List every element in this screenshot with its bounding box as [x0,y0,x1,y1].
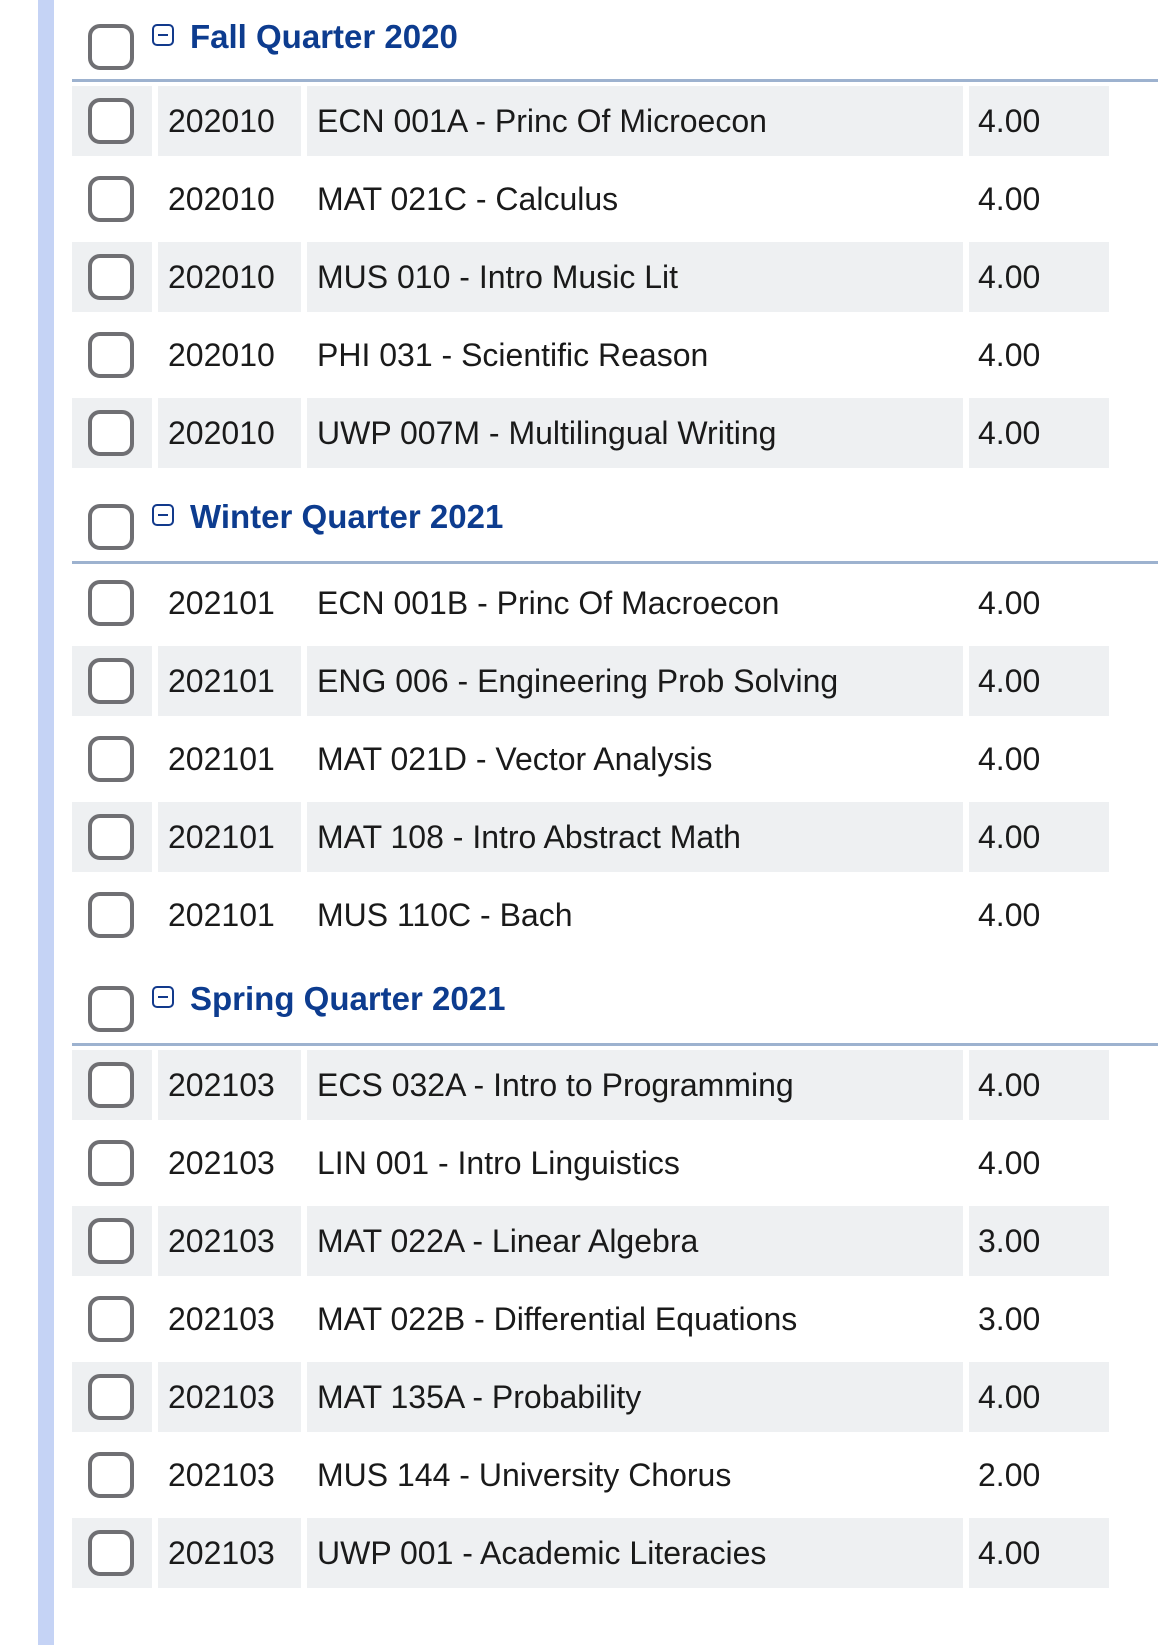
course-row [72,564,1158,642]
course-name: ENG 006 - Engineering Prob Solving [307,646,963,716]
term-select-checkbox[interactable] [88,986,134,1032]
course-select-checkbox[interactable] [88,1452,134,1498]
term-code: 202010 [168,180,275,217]
course-row [72,1124,1158,1202]
course-select-checkbox[interactable] [88,1530,134,1576]
course-units: 4.00 [969,646,1109,716]
course-name: MAT 021C - Calculus [317,180,619,217]
course-name: MAT 022A - Linear Algebra [307,1206,963,1276]
course-units: 4.00 [978,740,1041,777]
course-units: 4.00 [978,336,1041,373]
course-units: 4.00 [969,398,1109,468]
term-code: 202101 [168,584,275,621]
course-row [72,1202,1158,1280]
course-name: UWP 001 - Academic Literacies [307,1518,963,1588]
course-select-checkbox[interactable] [88,1140,134,1186]
course-row [72,82,1158,160]
term-code: 202103 [158,1362,301,1432]
term-header-fall-2020 [72,0,1158,82]
term-code: 202103 [168,1300,275,1337]
course-row [72,1436,1158,1514]
course-row [72,238,1158,316]
course-units: 4.00 [969,802,1109,872]
term-code: 202010 [158,86,301,156]
course-units: 4.00 [978,1144,1041,1181]
term-title: Fall Quarter 2020 [190,18,458,55]
term-title: Spring Quarter 2021 [190,980,506,1017]
course-units: 4.00 [969,1362,1109,1432]
term-code: 202103 [158,1206,301,1276]
course-select-checkbox[interactable] [88,580,134,626]
course-name: MAT 021D - Vector Analysis [317,740,713,777]
course-row [72,1280,1158,1358]
course-select-checkbox[interactable] [88,1374,134,1420]
course-select-checkbox[interactable] [88,736,134,782]
course-name: MAT 022B - Differential Equations [317,1300,798,1337]
course-name: MUS 144 - University Chorus [317,1456,732,1493]
left-rail [38,0,54,1645]
course-select-checkbox[interactable] [88,814,134,860]
course-select-checkbox[interactable] [88,176,134,222]
course-select-checkbox[interactable] [88,1062,134,1108]
term-code: 202101 [158,646,301,716]
course-select-checkbox[interactable] [88,658,134,704]
course-select-checkbox[interactable] [88,1218,134,1264]
collapse-icon[interactable] [152,986,174,1008]
term-code: 202101 [168,740,275,777]
term-header-spring-2021 [72,962,1158,1046]
term-title: Winter Quarter 2021 [190,498,504,535]
term-code: 202103 [168,1144,275,1181]
course-name: ECN 001B - Princ Of Macroecon [317,584,780,621]
term-code: 202010 [158,398,301,468]
course-name: MAT 108 - Intro Abstract Math [307,802,963,872]
course-name: PHI 031 - Scientific Reason [317,336,709,373]
course-name: UWP 007M - Multilingual Writing [307,398,963,468]
course-row [72,394,1158,472]
course-row [72,798,1158,876]
course-units: 4.00 [969,86,1109,156]
course-units: 4.00 [978,584,1041,621]
course-name: MUS 110C - Bach [317,896,573,933]
term-code: 202010 [158,242,301,312]
course-name: MUS 010 - Intro Music Lit [307,242,963,312]
term-code: 202103 [158,1518,301,1588]
course-name: ECN 001A - Princ Of Microecon [307,86,963,156]
course-units: 4.00 [969,242,1109,312]
term-code: 202010 [168,336,275,373]
course-units: 4.00 [969,1050,1109,1120]
term-header-winter-2021 [72,480,1158,564]
course-units: 3.00 [978,1300,1041,1337]
course-select-checkbox[interactable] [88,332,134,378]
course-name: ECS 032A - Intro to Programming [307,1050,963,1120]
course-units: 3.00 [969,1206,1109,1276]
course-units: 4.00 [978,180,1041,217]
course-select-checkbox[interactable] [88,98,134,144]
course-units: 4.00 [978,896,1041,933]
course-select-checkbox[interactable] [88,892,134,938]
course-row [72,720,1158,798]
course-units: 2.00 [978,1456,1041,1493]
course-row [72,1046,1158,1124]
course-select-checkbox[interactable] [88,254,134,300]
course-units: 4.00 [969,1518,1109,1588]
term-code: 202101 [158,802,301,872]
course-row [72,1514,1158,1592]
term-select-checkbox[interactable] [88,504,134,550]
course-name: MAT 135A - Probability [307,1362,963,1432]
term-code: 202103 [168,1456,275,1493]
course-row [72,876,1158,954]
course-list [72,0,1158,1592]
course-row [72,316,1158,394]
course-select-checkbox[interactable] [88,1296,134,1342]
term-code: 202103 [158,1050,301,1120]
collapse-icon[interactable] [152,504,174,526]
course-row [72,1358,1158,1436]
term-select-checkbox[interactable] [88,24,134,70]
course-name: LIN 001 - Intro Linguistics [317,1144,680,1181]
course-row [72,160,1158,238]
term-code: 202101 [168,896,275,933]
course-row [72,642,1158,720]
course-select-checkbox[interactable] [88,410,134,456]
collapse-icon[interactable] [152,24,174,46]
